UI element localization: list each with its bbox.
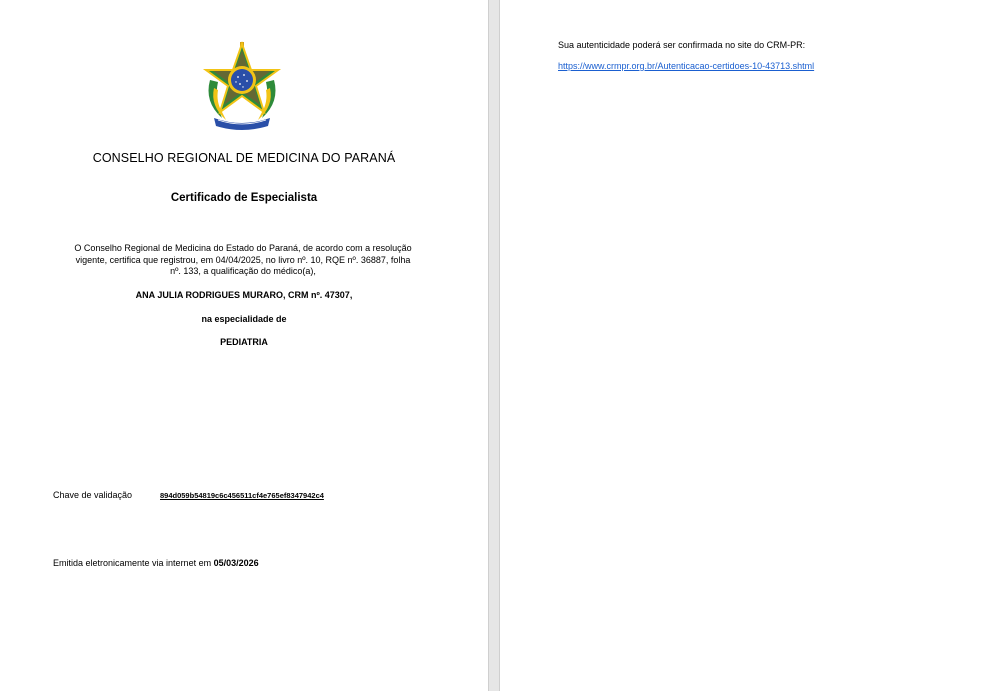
authentication-text: Sua autenticidade poderá ser confirmada no site do CRM-PR: <box>558 40 806 50</box>
certificate-body <box>50 243 436 278</box>
body-line: vigente, certifica que registrou, em 04/04/2025, no livro nº. 10, RQE nº. 36887, folha <box>75 254 411 265</box>
page-divider <box>488 0 500 691</box>
validation-label: Chave de validação <box>53 490 133 500</box>
issued-date: 05/03/2026 <box>213 558 259 568</box>
authentication-page <box>500 0 990 691</box>
body-line: O Conselho Regional de Medicina do Estado do Paraná, de acordo com a resolução <box>74 243 412 253</box>
validation-key: 894d059b54819c6c456511cf4e765ef8347942c4 <box>160 491 324 500</box>
specialty-intro: na especialidade de <box>201 314 287 324</box>
certificate-page <box>0 0 488 691</box>
certificate-subtitle: Certificado de Especialista <box>170 192 318 204</box>
body-line: nº. 133, a qualificação do médico(a), <box>170 266 316 276</box>
issued-line <box>53 558 259 568</box>
brazil-coat-of-arms-icon <box>196 40 288 132</box>
issued-prefix: Emitida eletronicamente via internet em <box>53 558 212 568</box>
authentication-link[interactable]: https://www.crmpr.org.br/Autenticacao-certidoes-10-43713.shtml <box>558 61 815 71</box>
specialty-name: PEDIATRIA <box>220 337 268 347</box>
council-title: CONSELHO REGIONAL DE MEDICINA DO PARANÁ <box>92 151 396 165</box>
doctor-name: ANA JULIA RODRIGUES MURARO, CRM nº. 47307, <box>135 290 353 300</box>
